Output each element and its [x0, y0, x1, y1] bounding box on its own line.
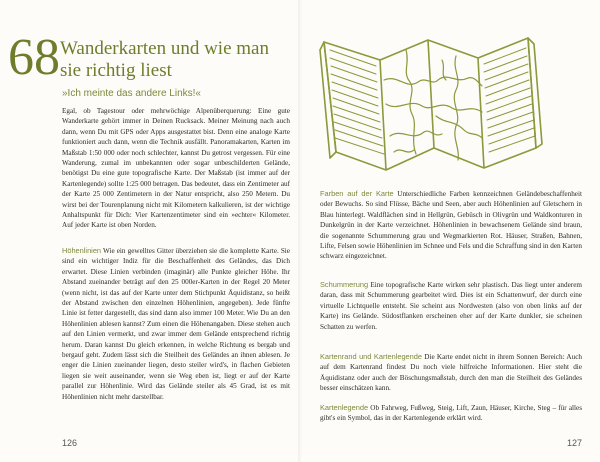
- chapter-number: 68: [8, 29, 60, 86]
- contour-lines-paragraph: [62, 246, 290, 402]
- page-number-left: 126: [62, 438, 78, 448]
- map-margin-lead-in: Kartenrand und Kartenlegende: [320, 352, 422, 361]
- map-margin-text: Die Karte endet nicht in ihrem Sonnen Bereich: Auch auf dem Kartenrand findest Du noch viele hilfreiche Informationen. Hier steht die Äquidistanz oder auch der Böschungsmaßstab, durch den man die Steilheit des Geländes besser einschätzen kann.: [320, 353, 582, 393]
- map-colors-lead-in: Farben auf der Karte: [320, 189, 394, 198]
- map-legend-lead-in: Kartenlegende: [320, 403, 369, 412]
- chapter-title: Wanderkarten und wie man sie richtig liest: [60, 38, 269, 81]
- hill-shading-text: Eine topografische Karte wirken sehr plastisch. Das liegt unter anderem daran, dass mit Schummerung gearbeitet wird. Dies ist ein Schattenwurf, der durch eine virtuelle Lichtquelle entsteht. Sie scheint aus Nordwesten (also von oben links auf der Karte) ins Gelände. Südostflanken erscheinen eher auf der Karte dunkler, sie scheinen Schatten zu werfen.: [320, 281, 582, 331]
- map-colors-paragraph: [320, 189, 582, 262]
- intro-paragraph: Egal, ob Tagestour oder mehrwöchige Alpenüberquerung: Eine gute Wanderkarte gehört immer in Deinen Rucksack. Meiner Meinung nach auch dann, wenn Du mit GPS oder Apps ausgestattet bist. Denn eine analoge Karte funktioniert auch dann, wenn die Technik ausfällt. Panoramakarten, Karten im Maßstab 1:50 000 oder noch schlechter, kannst Du getrost vergessen. Für eine Wanderung, zumal im unbekannten oder sogar unbeschilderten Gelände, benötigst Du eine gute topografische Karte. Der Maßstab (ist immer auf der Kartenlegende) sollte 1:25 000 betragen. Das bedeutet, dass ein Zentimeter auf der Karte 25 000 Zentimetern in der Natur entspricht, also 250 Metern. Du wirst bei der Tourenplanung nicht mit Kilometern kalkulieren, ist der wichtige Anhaltspunkt für Dich: Vier Kartenzentimeter sind ein »echter« Kilometer. Auf jeder Karte ist oben Norden.: [62, 107, 290, 230]
- hill-shading-lead-in: Schummerung: [320, 280, 369, 289]
- contour-lines-text: Wie ein gewelltes Gitter überziehen sie die komplette Karte. Sie sind ein wichtiger Indiz für die Beschaffenheit des Geländes, das Dich erwartet. Diese Linien verbinden (imaginär) alle Punkte gleicher Höhe. Ihr Abstand zueinander beträgt auf den 25 000er-Karten in der Regel 20 Meter (wenn nicht, ist das auf der Karte unter dem Stichpunkt Äquidistanz, so heißt der Abstand zwischen den einzelnen Höhenlinien, angegeben). Jede fünfte Linie ist fetter dargestellt, das sind dann also immer 100 Meter. Wie Du an den Höhenlinien ablesen kannst? Zum einen die Höhenangaben. Diese stehen auch auf den Linien vermerkt, und zwar immer dem Gelände entsprechend richtig herum. Daran kannst Du gleich erkennen, in welche Richtung es bergab und bergauf geht. Zudem lässt sich die Steilheit des Geländes an ihnen ablesen. Je enger die Linien zueinander liegen, desto steiler wird's, in flachen Gebieten liegen sie weit auseinander, wenn sie Weg eben ist, liegt er auf der Karte parallel zur Höhenlinie. Wird das Gelände steiler als 45 Grad, ist es mit Höhenlinien nicht mehr darstellbar.: [62, 247, 290, 401]
- hill-shading-paragraph: [320, 280, 582, 332]
- map-legend-text: Ob Fahrweg, Fußweg, Steig, Lift, Zaun, Häuser, Kirche, Steg – für alles gibt's ein Symbol, das in der Kartenlegende erklärt wird.: [320, 404, 582, 423]
- map-colors-text: Unterschiedliche Farben kennzeichnen Geländebeschaffenheit oder Bewuchs. So sind Flüsse, Bäche und Seen, aber auch Höhenlinien auf Gletschern in Blau hinterlegt. Waldflächen sind in Hellgrün, Gebüsch in Olivgrün und Waldkonturen in Dunkelgrün in der Karte verzeichnet. Höhenlinien in bewachsenem Gelände sind braun, die sogenannte Schummerung grau und Wegmarkierten Rot. Häuser, Straßen, Bahnen, Lifte, Felsen sowie Höhenlinien im Schnee und Fels und die Schraffung sind in den Karten schwarz eingezeichnet.: [320, 190, 582, 261]
- page-number-right: 127: [566, 438, 582, 448]
- contour-lines-lead-in: Höhenlinien: [62, 246, 102, 255]
- folded-map-icon: [306, 20, 546, 188]
- chapter-subtitle: »Ich meinte das andere Links!«: [62, 88, 201, 99]
- map-margin-paragraph: [320, 352, 582, 394]
- map-legend-paragraph: [320, 403, 582, 424]
